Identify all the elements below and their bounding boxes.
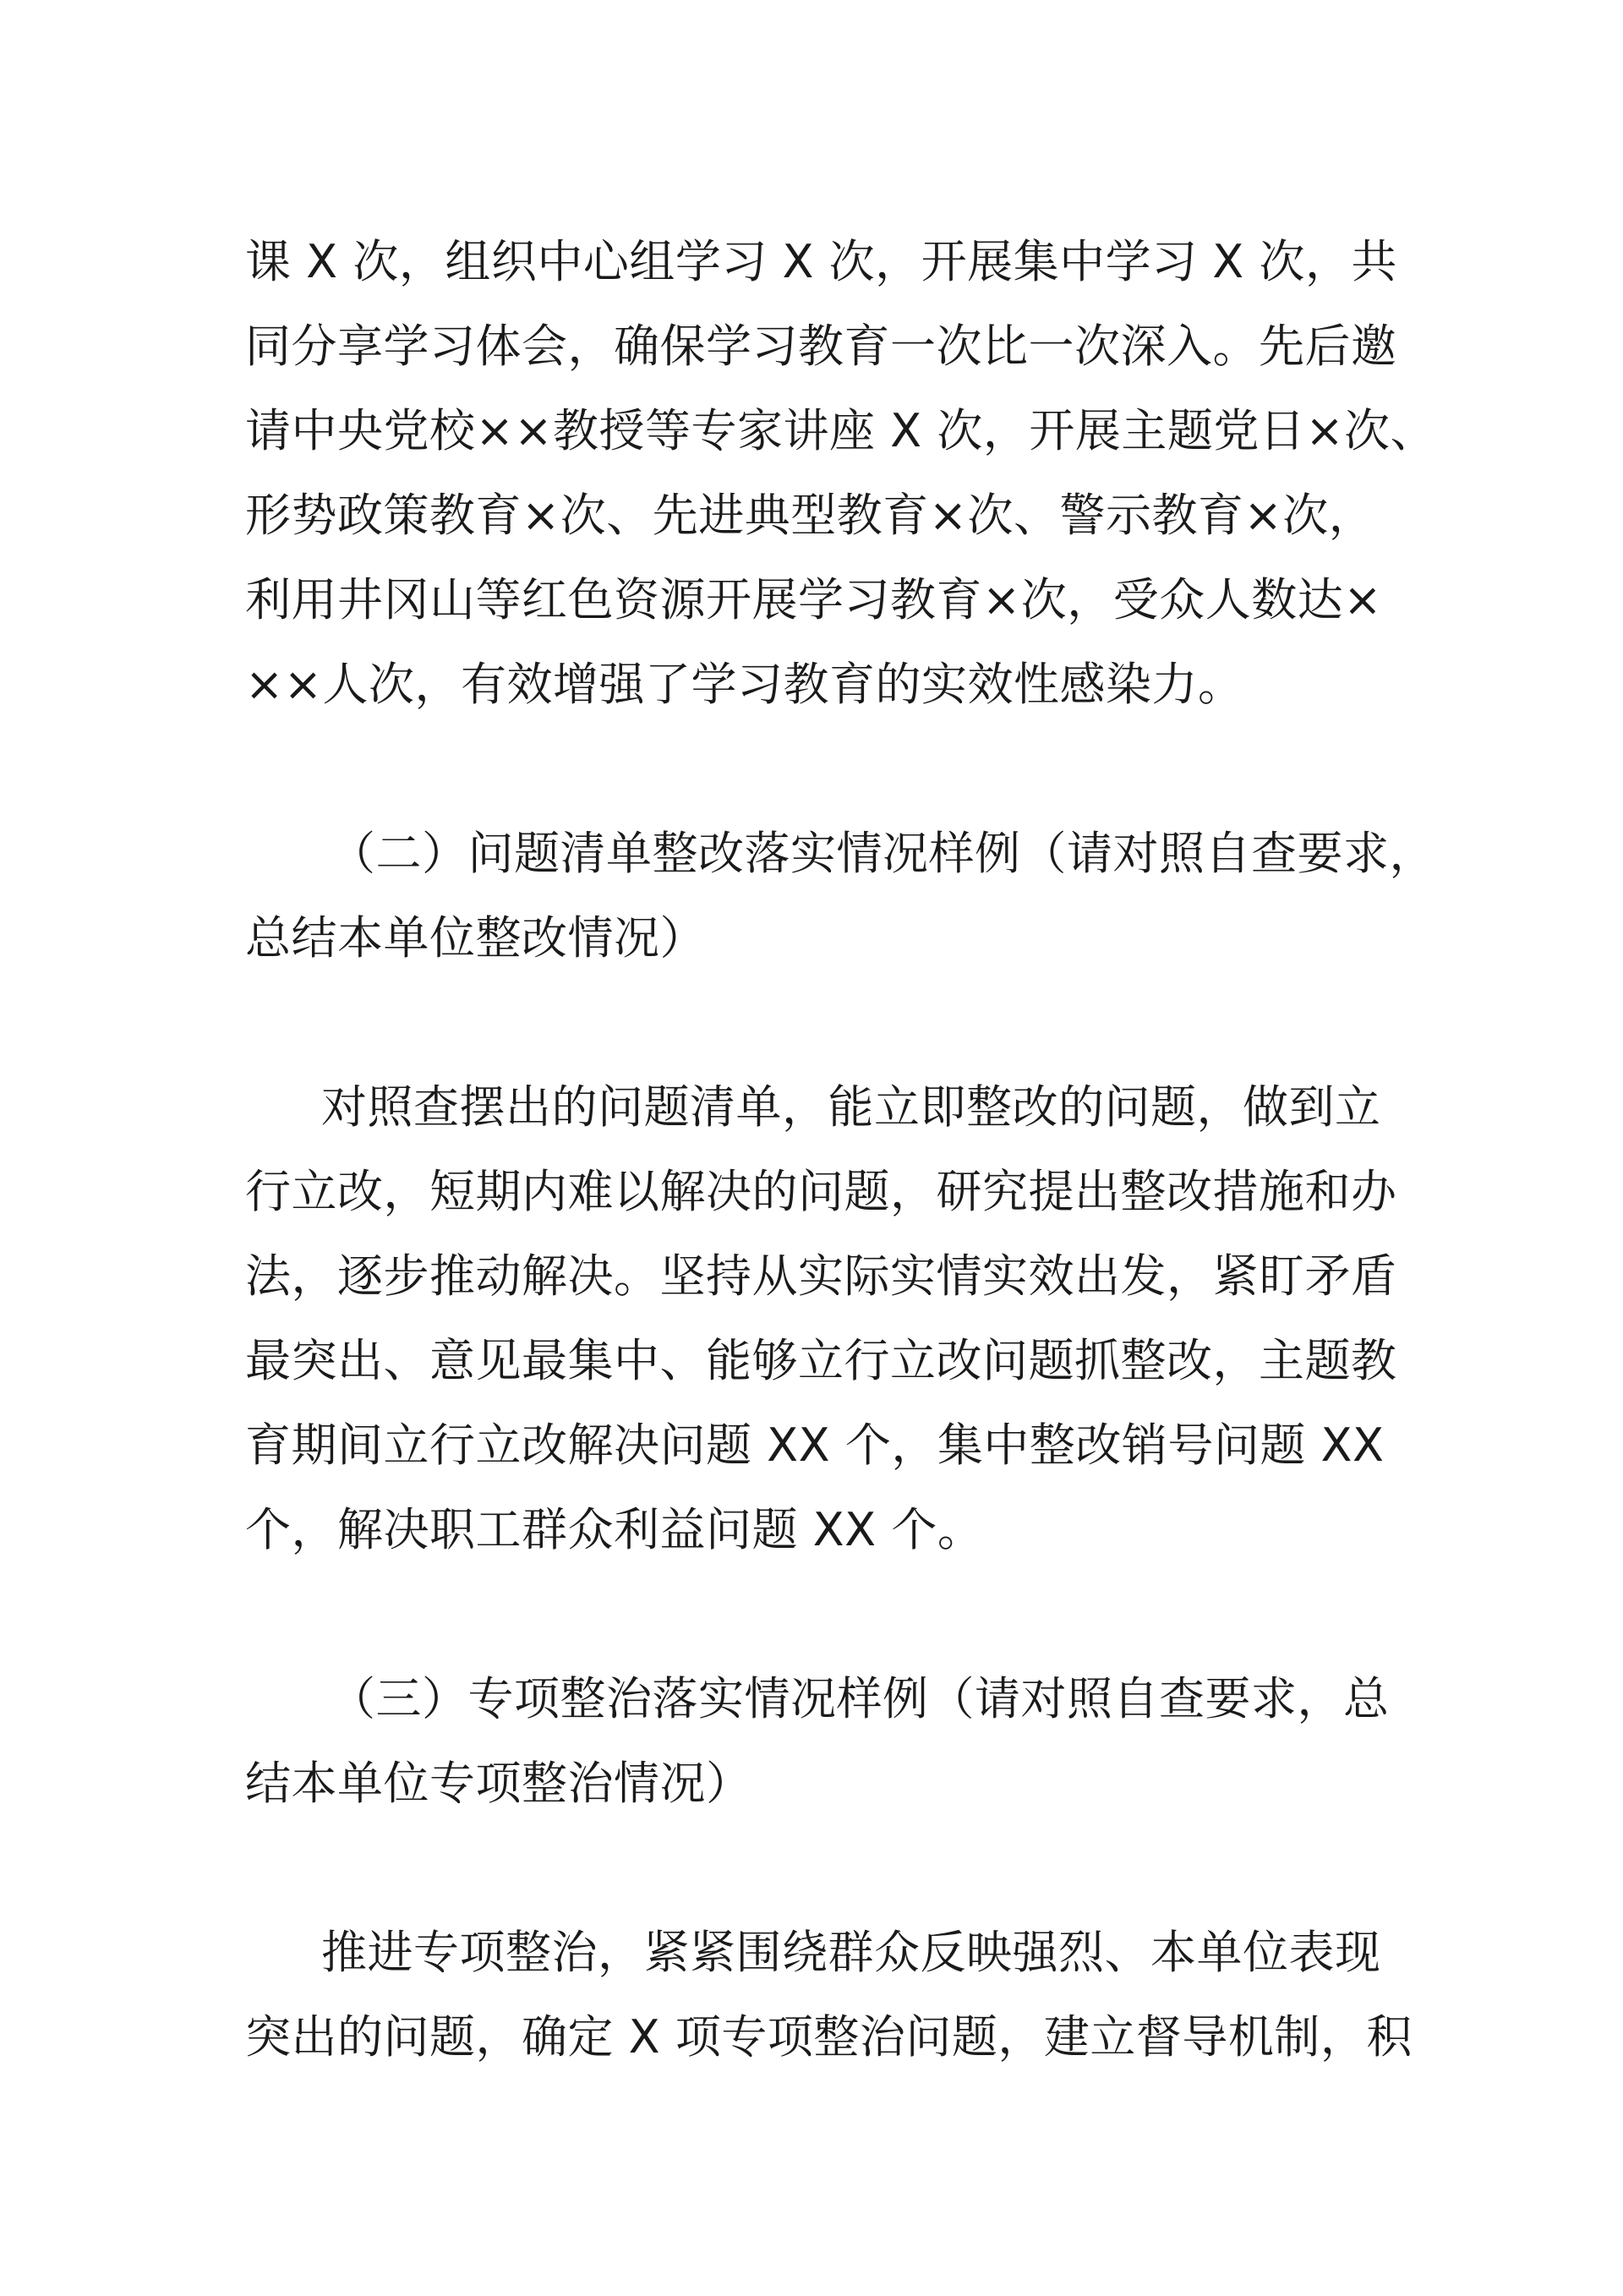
text-line: 突出的问题，确定 X 项专项整治问题，建立督导机制，积 (245, 2010, 1413, 2064)
heading-line: 结本单位专项整治情况） (245, 1757, 752, 1810)
text-line: 行立改，短期内难以解决的问题，研究提出整改措施和办 (245, 1165, 1397, 1218)
text-line: 推进专项整治，紧紧围绕群众反映强烈、本单位表现 (321, 1926, 1381, 1979)
text-line: 个，解决职工群众利益问题 XX 个。 (245, 1503, 984, 1556)
text-line: 对照查摆出的问题清单，能立即整改的问题，做到立 (321, 1080, 1381, 1134)
text-line: 形势政策教育×次、先进典型教育×次、警示教育×次， (245, 489, 1375, 542)
text-line: 课 X 次，组织中心组学习 X 次，开展集中学习 X 次，共 (245, 235, 1397, 288)
text-line: 利用井冈山等红色资源开展学习教育×次，受众人数达× (245, 573, 1382, 626)
heading-line: （三）专项整治落实情况样例（请对照自查要求，总 (330, 1672, 1390, 1725)
text-line: ××人次，有效增强了学习教育的实效性感染力。 (245, 658, 1244, 711)
text-line: 法，逐步推动解决。坚持从实际实情实效出发，紧盯矛盾 (245, 1249, 1397, 1303)
text-line: 请中央党校××教授等专家讲座 X 次，开展主题党日×次、 (245, 404, 1437, 457)
heading-line: （二）问题清单整改落实情况样例（请对照自查要求， (330, 827, 1435, 880)
text-line: 最突出、意见最集中、能够立行立改问题抓整改，主题教 (245, 1334, 1397, 1387)
text-line: 育期间立行立改解决问题 XX 个，集中整改销号问题 XX (245, 1419, 1385, 1472)
text-line: 同分享学习体会，确保学习教育一次比一次深入。先后邀 (245, 320, 1397, 373)
heading-line: 总结本单位整改情况） (245, 911, 706, 965)
